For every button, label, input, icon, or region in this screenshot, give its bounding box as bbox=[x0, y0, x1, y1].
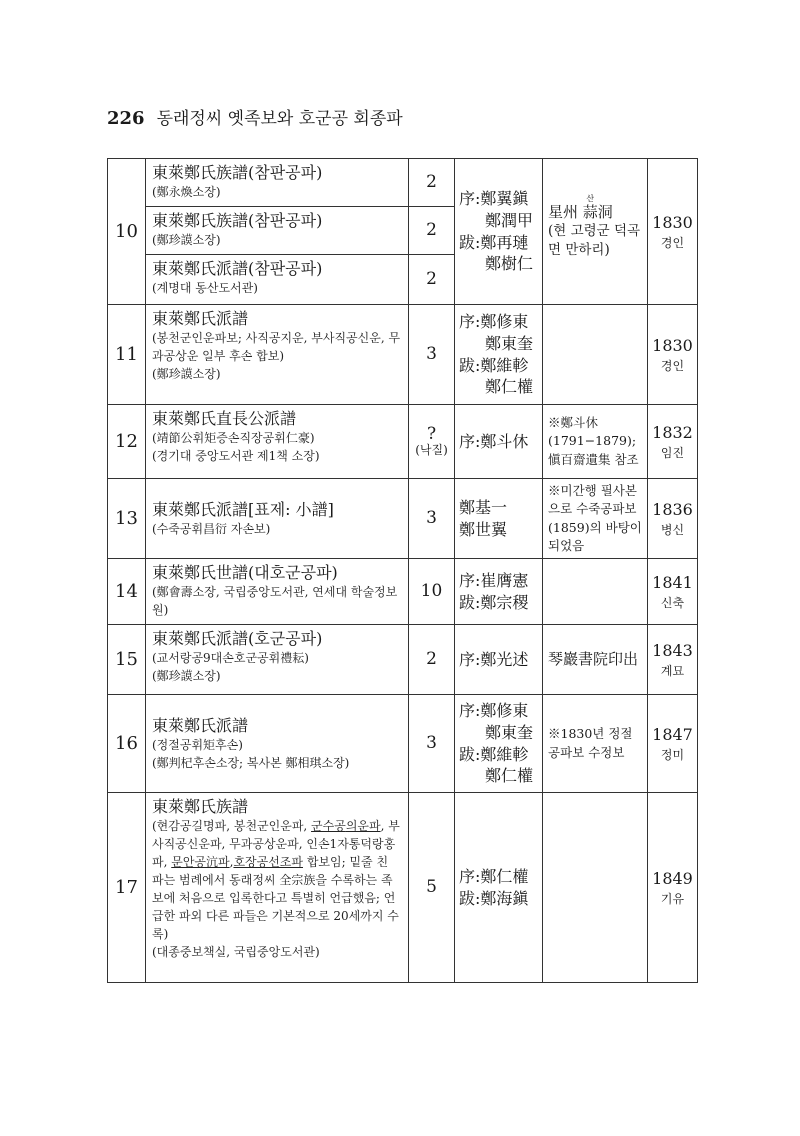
preface-line: 序:崔膺憲 bbox=[459, 570, 529, 590]
ganji: 임진 bbox=[660, 445, 685, 460]
title-cell bbox=[146, 405, 409, 479]
volume-count: 5 bbox=[409, 793, 455, 983]
running-title: 동래정씨 옛족보와 호군공 회종파 bbox=[156, 109, 403, 129]
year-cell bbox=[648, 695, 698, 793]
genealogy-holder: (대종중보책실, 국립중앙도서관) bbox=[152, 945, 320, 959]
genealogy-holder: (계명대 동산도서관) bbox=[152, 281, 258, 295]
preface-line: 序:鄭修東 bbox=[459, 701, 529, 721]
genealogy-holder: (鄭會壽소장, 국립중앙도서관, 연세대 학술정보원) bbox=[152, 585, 398, 617]
page-number: 226 bbox=[107, 108, 145, 129]
volume-count: ? bbox=[426, 423, 437, 444]
row-number: 13 bbox=[108, 479, 146, 559]
preface-cell bbox=[455, 159, 543, 305]
year-cell bbox=[648, 625, 698, 695]
desc-text: 파, 인손1자통덕랑홍파, bbox=[152, 837, 396, 869]
desc-text: (현감공길명파, 봉천군인운파, bbox=[152, 819, 312, 833]
genealogy-description bbox=[152, 817, 403, 943]
volume-note: (낙질) bbox=[415, 443, 448, 458]
year-cell bbox=[648, 159, 698, 305]
genealogy-holder: (鄭判杞후손소장; 복사본 鄭相琪소장) bbox=[152, 755, 350, 770]
title-cell bbox=[146, 625, 409, 695]
title-cell bbox=[146, 207, 409, 255]
genealogy-title: 東萊鄭氏族譜 bbox=[152, 797, 249, 816]
preface-line: 序:鄭光述 bbox=[459, 649, 529, 669]
row-number: 10 bbox=[108, 159, 146, 305]
genealogy-title: 東萊鄭氏派譜 bbox=[152, 309, 249, 328]
ganji: 병신 bbox=[660, 522, 685, 537]
preface-line: 鄭基一 bbox=[459, 497, 508, 517]
note-detail: (현 고령군 덕곡면 만하리) bbox=[548, 223, 641, 259]
preface-line: 序:鄭翼鎭 bbox=[459, 189, 529, 209]
underlined-branch: 호장공선조파 bbox=[233, 855, 303, 869]
year: 1832 bbox=[652, 422, 693, 442]
preface-cell bbox=[455, 695, 543, 793]
volume-count: 2 bbox=[409, 255, 455, 305]
year: 1830 bbox=[652, 335, 693, 355]
genealogy-title: 東萊鄭氏派譜[표제: 小譜] bbox=[152, 499, 334, 519]
table-row bbox=[108, 793, 698, 983]
preface-line: 鄭世翼 bbox=[459, 519, 508, 539]
year-cell bbox=[648, 305, 698, 405]
note-cell bbox=[543, 159, 648, 305]
genealogy-holder: (鄭珍謨소장) bbox=[152, 669, 221, 683]
underlined-branch: 문안공沆파 bbox=[171, 855, 230, 869]
volume-count: 3 bbox=[409, 695, 455, 793]
preface-line: 鄭東奎 bbox=[485, 333, 534, 353]
preface-cell bbox=[455, 625, 543, 695]
desc-text: , 부사직공신운파, 무과공상운 bbox=[152, 819, 400, 851]
genealogy-title: 東萊鄭氏直長公派譜 bbox=[152, 409, 297, 428]
note-cell bbox=[543, 559, 648, 625]
preface-line: 序:鄭修東 bbox=[459, 312, 529, 332]
preface-line: 跋:鄭再璉 bbox=[459, 232, 529, 252]
genealogy-description: (靖節公휘矩증손직장공휘仁豪) bbox=[152, 431, 315, 445]
preface-cell bbox=[455, 305, 543, 405]
note-cell bbox=[543, 793, 648, 983]
note-cell: 琴巖書院印出 bbox=[543, 625, 648, 695]
volume-count: 2 bbox=[409, 159, 455, 207]
preface-line: 跋:鄭維軫 bbox=[459, 355, 529, 375]
row-number: 16 bbox=[108, 695, 146, 793]
underlined-branch: 군수공 bbox=[311, 819, 346, 833]
row-number: 14 bbox=[108, 559, 146, 625]
preface-line: 鄭仁權 bbox=[485, 766, 534, 786]
desc-text: 합보임; 밑줄 친 파는 범례에서 동래정씨 全宗族을 수록하는 족보에 처음으로 입록한다고 특별히 언급했음; 언급한 파외 다른 파들은 기본적으로 20세까지 수록) bbox=[152, 855, 399, 941]
ganji: 계묘 bbox=[660, 663, 685, 678]
preface-cell bbox=[455, 479, 543, 559]
preface-line: 鄭樹仁 bbox=[485, 254, 534, 274]
ganji: 경인 bbox=[660, 358, 685, 373]
note-ruby bbox=[582, 193, 598, 223]
year: 1830 bbox=[652, 212, 693, 232]
title-cell bbox=[146, 479, 409, 559]
genealogy-title: 東萊鄭氏派譜 bbox=[152, 715, 249, 735]
volume-count: 10 bbox=[409, 559, 455, 625]
title-cell bbox=[146, 305, 409, 405]
title-cell bbox=[146, 559, 409, 625]
table-row bbox=[108, 305, 698, 405]
preface-line: 序:鄭斗休 bbox=[459, 431, 529, 451]
genealogy-description: (교서랑공9대손호군공휘禮耘) bbox=[152, 651, 309, 665]
note-cell: ※1830년 정절공파보 수정보 bbox=[543, 695, 648, 793]
volume-count: 2 bbox=[409, 207, 455, 255]
year-cell bbox=[648, 479, 698, 559]
preface-line: 跋:鄭維軫 bbox=[459, 744, 529, 764]
preface-line: 跋:鄭海鎭 bbox=[459, 888, 529, 908]
genealogy-description: (수죽공휘昌衍 자손보) bbox=[152, 521, 271, 536]
year: 1849 bbox=[652, 868, 693, 888]
genealogy-title: 東萊鄭氏派譜(호군공파) bbox=[152, 629, 323, 648]
year: 1836 bbox=[652, 499, 693, 519]
genealogy-title: 東萊鄭氏族譜(참판공파) bbox=[152, 211, 323, 230]
ganji: 정미 bbox=[660, 747, 685, 762]
ruby-text: 산 bbox=[586, 193, 595, 203]
note-cell bbox=[543, 305, 648, 405]
note-cell: ※미간행 필사본으로 수죽공파보(1859)의 바탕이 되었음 bbox=[543, 479, 648, 559]
note-place-end: 洞 bbox=[597, 202, 613, 221]
volume-count: 3 bbox=[409, 305, 455, 405]
volume-cell bbox=[409, 405, 455, 479]
genealogy-holder: (鄭珍謨소장) bbox=[152, 367, 221, 381]
title-cell bbox=[146, 159, 409, 207]
row-number: 11 bbox=[108, 305, 146, 405]
title-cell bbox=[146, 255, 409, 305]
year: 1843 bbox=[652, 640, 693, 660]
year-cell bbox=[648, 405, 698, 479]
genealogy-description: (정절공휘矩후손) bbox=[152, 737, 243, 752]
underlined-branch: 의운파 bbox=[345, 819, 381, 833]
table-row bbox=[108, 625, 698, 695]
desc-text: , bbox=[229, 855, 234, 869]
ruby-base: 蒜 bbox=[582, 202, 598, 221]
preface-line: 鄭潤甲 bbox=[485, 210, 534, 230]
table-row bbox=[108, 405, 698, 479]
preface-cell bbox=[455, 559, 543, 625]
genealogy-holder: (鄭珍謨소장) bbox=[152, 233, 221, 247]
note-cell: ※鄭斗休(1791−1879); 愼百齋遺集 참조 bbox=[543, 405, 648, 479]
genealogy-holder: (경기대 중앙도서관 제1책 소장) bbox=[152, 449, 320, 463]
row-number: 17 bbox=[108, 793, 146, 983]
genealogy-title: 東萊鄭氏世譜(대호군공파) bbox=[152, 563, 338, 582]
volume-count: 2 bbox=[409, 625, 455, 695]
year: 1847 bbox=[652, 724, 693, 744]
genealogy-title: 東萊鄭氏族譜(참판공파) bbox=[152, 163, 323, 182]
year-cell bbox=[648, 793, 698, 983]
title-cell bbox=[146, 695, 409, 793]
genealogy-table bbox=[107, 158, 698, 983]
genealogy-title: 東萊鄭氏派譜(참판공파) bbox=[152, 259, 323, 278]
ganji: 경인 bbox=[660, 235, 685, 250]
title-cell bbox=[146, 793, 409, 983]
genealogy-description: (봉천군인운파보; 사직공지운, 부사직공신운, 무과공상운 일부 후손 합보) bbox=[152, 331, 401, 363]
row-number: 12 bbox=[108, 405, 146, 479]
preface-line: 鄭仁權 bbox=[485, 377, 534, 397]
page-header bbox=[107, 104, 403, 129]
table-row bbox=[108, 479, 698, 559]
note-place: 星州 bbox=[548, 202, 583, 221]
genealogy-holder: (鄭永煥소장) bbox=[152, 185, 221, 199]
table-row bbox=[108, 159, 698, 207]
ganji: 신축 bbox=[660, 595, 685, 610]
preface-cell bbox=[455, 793, 543, 983]
ganji: 기유 bbox=[660, 891, 685, 906]
table-row bbox=[108, 695, 698, 793]
year: 1841 bbox=[652, 572, 693, 592]
year-cell bbox=[648, 559, 698, 625]
preface-line: 跋:鄭宗稷 bbox=[459, 592, 529, 612]
volume-count: 3 bbox=[409, 479, 455, 559]
table-row bbox=[108, 559, 698, 625]
preface-cell bbox=[455, 405, 543, 479]
preface-line: 序:鄭仁權 bbox=[459, 866, 529, 886]
row-number: 15 bbox=[108, 625, 146, 695]
preface-line: 鄭東奎 bbox=[485, 722, 534, 742]
